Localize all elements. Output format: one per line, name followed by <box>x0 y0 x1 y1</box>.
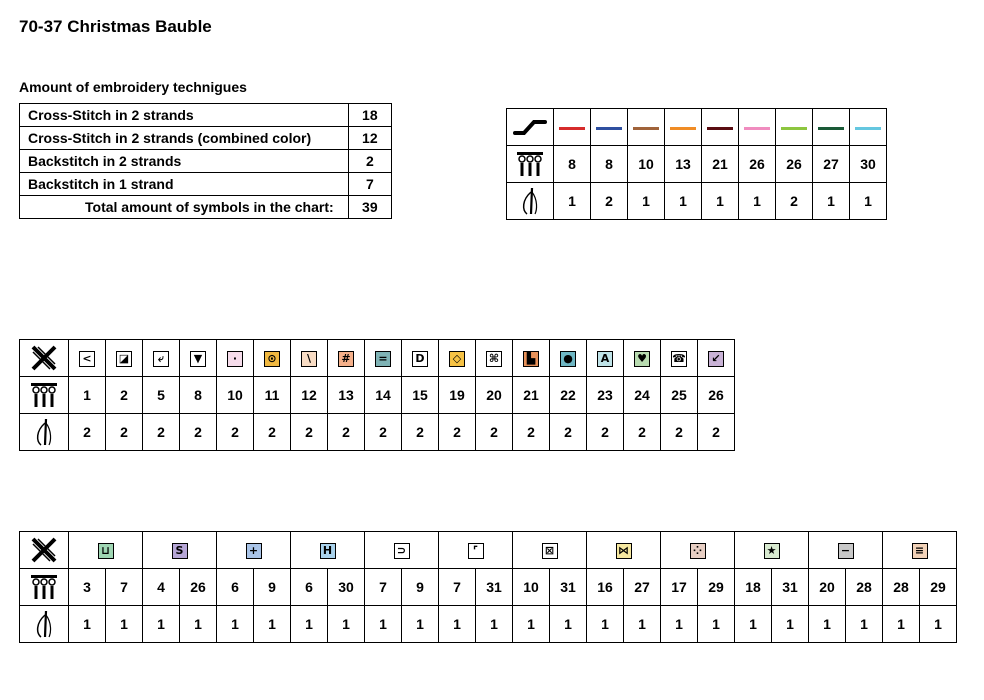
backstitch-color-cell <box>628 109 665 146</box>
amount-value: 12 <box>348 127 391 150</box>
combined-cross-stitch-table <box>19 531 957 643</box>
thread-number: 4 <box>143 569 180 606</box>
stitch-symbol: ▙ <box>523 351 539 367</box>
thread-number: 11 <box>254 377 291 414</box>
strand-count: 1 <box>554 183 591 220</box>
stitch-symbol: # <box>338 351 354 367</box>
strand-count: 1 <box>513 606 550 643</box>
cross-stitch-strand-row <box>20 414 735 451</box>
stitch-symbol: ⌜ <box>468 543 484 559</box>
amount-label: Backstitch in 1 strand <box>20 173 349 196</box>
table-row <box>20 150 392 173</box>
stitch-symbol: ≡ <box>912 543 928 559</box>
symbol-cell <box>180 340 217 377</box>
strand-count: 1 <box>439 606 476 643</box>
symbol-cell <box>513 532 587 569</box>
cross-stitch-table <box>19 339 735 451</box>
backstitch-thread-row <box>507 146 887 183</box>
backstitch-color-row <box>507 109 887 146</box>
stitch-symbol: S <box>172 543 188 559</box>
color-swatch-line <box>744 127 770 130</box>
total-label: Total amount of symbols in the chart: <box>20 196 349 219</box>
stitch-symbol: ↙ <box>708 351 724 367</box>
thread-number: 10 <box>217 377 254 414</box>
strand-count: 1 <box>143 606 180 643</box>
backstitch-table <box>506 108 887 220</box>
thread-number: 28 <box>846 569 883 606</box>
strand-count: 2 <box>365 414 402 451</box>
thread-number: 19 <box>439 377 476 414</box>
color-swatch-line <box>596 127 622 130</box>
cross-stitch-symbol-row <box>20 340 735 377</box>
strand-count: 2 <box>591 183 628 220</box>
strand-count: 1 <box>624 606 661 643</box>
amount-value: 2 <box>348 150 391 173</box>
thread-number: 6 <box>217 569 254 606</box>
strand-count: 2 <box>513 414 550 451</box>
stitch-symbol: · <box>227 351 243 367</box>
strand-count: 2 <box>661 414 698 451</box>
strand-count: 2 <box>624 414 661 451</box>
strand-count: 2 <box>698 414 735 451</box>
stitch-symbol: ▼ <box>190 351 206 367</box>
thread-number: 20 <box>809 569 846 606</box>
table-row <box>20 104 392 127</box>
symbol-cell <box>69 532 143 569</box>
strand-count: 1 <box>291 606 328 643</box>
thread-number: 8 <box>554 146 591 183</box>
thread-number: 8 <box>591 146 628 183</box>
stitch-symbol: ⊠ <box>542 543 558 559</box>
thread-number: 26 <box>739 146 776 183</box>
strand-count: 2 <box>439 414 476 451</box>
thread-number: 13 <box>328 377 365 414</box>
thread-number: 21 <box>702 146 739 183</box>
symbol-cell <box>217 340 254 377</box>
thread-number: 31 <box>550 569 587 606</box>
symbol-cell <box>69 340 106 377</box>
combined-symbol-row <box>20 532 957 569</box>
strand-count: 1 <box>550 606 587 643</box>
strand-count: 1 <box>328 606 365 643</box>
symbol-cell <box>402 340 439 377</box>
thread-skein-icon <box>20 569 69 606</box>
strand-count: 1 <box>772 606 809 643</box>
stitch-symbol: A <box>597 351 613 367</box>
strand-count: 1 <box>883 606 920 643</box>
needle-icon <box>20 414 69 451</box>
cross-stitch-icon <box>20 532 69 569</box>
stitch-symbol: ♥ <box>634 351 650 367</box>
symbol-cell <box>809 532 883 569</box>
thread-number: 13 <box>665 146 702 183</box>
thread-number: 23 <box>587 377 624 414</box>
symbol-cell <box>217 532 291 569</box>
backstitch-color-cell <box>813 109 850 146</box>
strand-count: 1 <box>217 606 254 643</box>
symbol-cell <box>143 340 180 377</box>
color-swatch-line <box>670 127 696 130</box>
strand-count: 2 <box>180 414 217 451</box>
strand-count: 1 <box>702 183 739 220</box>
symbol-cell <box>476 340 513 377</box>
stitch-symbol: ⊃ <box>394 543 410 559</box>
stitch-symbol: − <box>838 543 854 559</box>
thread-number: 26 <box>180 569 217 606</box>
backstitch-color-cell <box>776 109 813 146</box>
thread-number: 31 <box>476 569 513 606</box>
color-swatch-line <box>559 127 585 130</box>
color-swatch-line <box>707 127 733 130</box>
symbol-cell <box>254 340 291 377</box>
thread-number: 30 <box>328 569 365 606</box>
symbol-cell <box>439 340 476 377</box>
thread-number: 29 <box>920 569 957 606</box>
thread-number: 26 <box>698 377 735 414</box>
page-title: 70-37 Christmas Bauble <box>19 17 212 36</box>
strand-count: 2 <box>291 414 328 451</box>
symbol-cell <box>439 532 513 569</box>
thread-number: 27 <box>813 146 850 183</box>
total-value: 39 <box>348 196 391 219</box>
thread-number: 9 <box>254 569 291 606</box>
thread-number: 22 <box>550 377 587 414</box>
stitch-symbol: < <box>79 351 95 367</box>
symbol-cell <box>291 532 365 569</box>
stitch-symbol: H <box>320 543 336 559</box>
strand-count: 1 <box>180 606 217 643</box>
thread-number: 15 <box>402 377 439 414</box>
symbol-cell <box>624 340 661 377</box>
strand-count: 1 <box>69 606 106 643</box>
thread-number: 10 <box>513 569 550 606</box>
thread-number: 3 <box>69 569 106 606</box>
backstitch-color-cell <box>739 109 776 146</box>
thread-number: 10 <box>628 146 665 183</box>
strand-count: 2 <box>587 414 624 451</box>
backstitch-color-cell <box>591 109 628 146</box>
amount-label: Cross-Stitch in 2 strands <box>20 104 349 127</box>
thread-number: 17 <box>661 569 698 606</box>
thread-number: 7 <box>106 569 143 606</box>
strand-count: 1 <box>254 606 291 643</box>
symbol-cell <box>883 532 957 569</box>
thread-number: 29 <box>698 569 735 606</box>
strand-count: 2 <box>328 414 365 451</box>
strand-count: 1 <box>365 606 402 643</box>
needle-icon <box>20 606 69 643</box>
strand-count: 2 <box>776 183 813 220</box>
strand-count: 2 <box>217 414 254 451</box>
combined-strand-row <box>20 606 957 643</box>
strand-count: 1 <box>106 606 143 643</box>
stitch-symbol: ◪ <box>116 351 132 367</box>
color-swatch-line <box>855 127 881 130</box>
color-swatch-line <box>818 127 844 130</box>
thread-number: 14 <box>365 377 402 414</box>
stitch-symbol: = <box>375 351 391 367</box>
strand-count: 1 <box>476 606 513 643</box>
thread-number: 21 <box>513 377 550 414</box>
symbol-cell <box>365 340 402 377</box>
amount-label: Backstitch in 2 strands <box>20 150 349 173</box>
thread-skein-icon <box>507 146 554 183</box>
thread-number: 12 <box>291 377 328 414</box>
stitch-symbol: D <box>412 351 428 367</box>
symbol-cell <box>143 532 217 569</box>
symbol-cell <box>106 340 143 377</box>
strand-count: 1 <box>661 606 698 643</box>
thread-skein-icon <box>20 377 69 414</box>
strand-count: 1 <box>813 183 850 220</box>
thread-number: 26 <box>776 146 813 183</box>
section-subtitle: Amount of embroidery technigues <box>19 79 247 95</box>
strand-count: 2 <box>143 414 180 451</box>
strand-count: 2 <box>106 414 143 451</box>
thread-number: 28 <box>883 569 920 606</box>
thread-number: 20 <box>476 377 513 414</box>
table-row <box>20 127 392 150</box>
symbol-cell <box>587 340 624 377</box>
cross-stitch-thread-row <box>20 377 735 414</box>
symbol-cell <box>328 340 365 377</box>
thread-number: 8 <box>180 377 217 414</box>
thread-number: 6 <box>291 569 328 606</box>
amounts-table <box>19 103 392 219</box>
color-swatch-line <box>633 127 659 130</box>
stitch-symbol: ⋈ <box>616 543 632 559</box>
thread-number: 31 <box>772 569 809 606</box>
symbol-cell <box>513 340 550 377</box>
symbol-cell <box>550 340 587 377</box>
strand-count: 2 <box>69 414 106 451</box>
symbol-cell <box>698 340 735 377</box>
symbol-cell <box>587 532 661 569</box>
cross-stitch-icon <box>20 340 69 377</box>
strand-count: 2 <box>550 414 587 451</box>
amount-value: 18 <box>348 104 391 127</box>
total-row <box>20 196 392 219</box>
thread-number: 30 <box>850 146 887 183</box>
strand-count: 1 <box>628 183 665 220</box>
strand-count: 1 <box>698 606 735 643</box>
thread-number: 7 <box>365 569 402 606</box>
strand-count: 2 <box>254 414 291 451</box>
thread-number: 18 <box>735 569 772 606</box>
thread-number: 16 <box>587 569 624 606</box>
combined-thread-row <box>20 569 957 606</box>
strand-count: 1 <box>850 183 887 220</box>
stitch-symbol: \ <box>301 351 317 367</box>
stitch-symbol: ⌘ <box>486 351 502 367</box>
strand-count: 2 <box>476 414 513 451</box>
stitch-symbol: ⊔ <box>98 543 114 559</box>
strand-count: 1 <box>739 183 776 220</box>
strand-count: 1 <box>920 606 957 643</box>
backstitch-color-cell <box>702 109 739 146</box>
amount-value: 7 <box>348 173 391 196</box>
strand-count: 2 <box>402 414 439 451</box>
backstitch-icon <box>507 109 554 146</box>
symbol-cell <box>291 340 328 377</box>
thread-number: 1 <box>69 377 106 414</box>
strand-count: 1 <box>846 606 883 643</box>
symbol-cell <box>661 532 735 569</box>
thread-number: 24 <box>624 377 661 414</box>
strand-count: 1 <box>735 606 772 643</box>
table-row <box>20 173 392 196</box>
stitch-symbol: ★ <box>764 543 780 559</box>
stitch-symbol: + <box>246 543 262 559</box>
needle-icon <box>507 183 554 220</box>
symbol-cell <box>735 532 809 569</box>
thread-number: 9 <box>402 569 439 606</box>
stitch-symbol: ● <box>560 351 576 367</box>
symbol-cell <box>661 340 698 377</box>
strand-count: 1 <box>809 606 846 643</box>
color-swatch-line <box>781 127 807 130</box>
backstitch-color-cell <box>665 109 702 146</box>
symbol-cell <box>365 532 439 569</box>
backstitch-color-cell <box>850 109 887 146</box>
thread-number: 25 <box>661 377 698 414</box>
thread-number: 7 <box>439 569 476 606</box>
strand-count: 1 <box>665 183 702 220</box>
thread-number: 5 <box>143 377 180 414</box>
thread-number: 2 <box>106 377 143 414</box>
stitch-symbol: ◇ <box>449 351 465 367</box>
stitch-symbol: ⁘ <box>690 543 706 559</box>
strand-count: 1 <box>587 606 624 643</box>
stitch-symbol: ⤶ <box>153 351 169 367</box>
amount-label: Cross-Stitch in 2 strands (combined color) <box>20 127 349 150</box>
stitch-symbol: ⊙ <box>264 351 280 367</box>
backstitch-color-cell <box>554 109 591 146</box>
stitch-symbol: ☎ <box>672 351 686 365</box>
strand-count: 1 <box>402 606 439 643</box>
backstitch-strand-row <box>507 183 887 220</box>
thread-number: 27 <box>624 569 661 606</box>
